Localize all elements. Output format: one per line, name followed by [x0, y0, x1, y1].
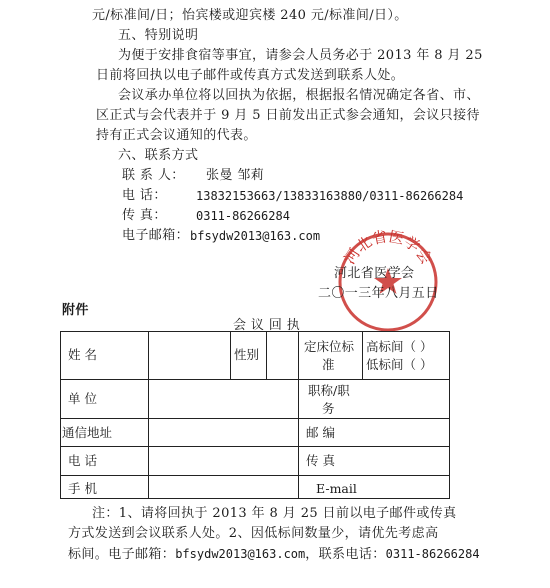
row-divider	[60, 446, 450, 447]
note-phone: 0311-86266284	[385, 547, 480, 561]
name-field[interactable]	[160, 347, 220, 363]
col-divider	[266, 331, 267, 379]
section5-p2-line3: 持有正式会议通知的代表。	[96, 128, 257, 143]
row-divider	[60, 418, 450, 419]
note-line1: 注：1、请将回执于 2013 年 8 月 25 日前以电子邮件或传真	[92, 506, 457, 521]
note-line3-prefix: 标间。电子邮箱：	[68, 547, 176, 562]
section5-p1-line2: 日前将回执以电子邮件或传真方式发送到联系人处。	[96, 68, 405, 83]
email-value: bfsydw2013@163.com	[190, 229, 321, 243]
receipt-title: 会 议 回 执	[233, 318, 301, 333]
bed-standard-line2: 准	[322, 357, 335, 372]
address-label: 通信地址	[62, 425, 113, 440]
fax-label: 传 真：	[122, 208, 167, 223]
contact-value: 张曼 邹莉	[206, 168, 265, 183]
unit-field[interactable]	[160, 391, 290, 407]
unit-label: 单 位	[68, 391, 97, 406]
postcode-field[interactable]	[366, 425, 442, 441]
col-divider	[230, 331, 231, 379]
gender-field[interactable]	[272, 347, 294, 363]
section5-p2-line1: 会议承办单位将以回执为依据，根据报名情况确定各省、市、	[118, 88, 480, 103]
section5-p2-line2: 区正式与会代表并于 9 月 5 日前发出正式参会通知，会议只接待	[96, 108, 480, 123]
signature-date: 二〇一三年八月五日	[318, 286, 439, 301]
phone-value: 13832153663/13833163880/0311-86266284	[196, 189, 464, 203]
email-label: 电子邮箱：	[122, 228, 190, 243]
phone-row-label: 电 话	[68, 453, 97, 468]
mobile-field[interactable]	[160, 481, 290, 497]
fax-field[interactable]	[366, 453, 442, 469]
signature-org: 河北省医学会	[334, 266, 415, 281]
row-divider	[60, 379, 450, 380]
mobile-label: 手 机	[68, 481, 97, 496]
section5-p1-line1: 为便于安排食宿等事宜，请参会人员务必于 2013 年 8 月 25	[118, 48, 483, 63]
gender-label: 性别	[234, 347, 260, 362]
note-line2: 方式发送到会议联系人处。2、因低标间数量少，请优先考虑高	[68, 526, 439, 541]
note-line3	[68, 546, 480, 563]
postcode-label: 邮 编	[306, 425, 335, 440]
row-divider	[60, 475, 450, 476]
low-room-option[interactable]: 低标间（ ）	[366, 357, 433, 372]
address-field[interactable]	[160, 425, 290, 441]
bed-standard-line1: 定床位标	[304, 339, 355, 354]
fee-line: 元/标准间/日；怡宾楼或迎宾楼 240 元/标准间/日）。	[92, 8, 408, 23]
note-line3-mid: ，联系电话：	[305, 547, 386, 562]
job-title-line1: 职称/职	[308, 383, 350, 398]
receipt-table	[60, 331, 450, 499]
section5-heading: 五、特别说明	[118, 28, 199, 43]
section6-heading: 六、联系方式	[118, 148, 199, 163]
job-title-line2: 务	[322, 401, 335, 416]
note-email: bfsydw2013@163.com	[175, 547, 306, 561]
name-label: 姓 名	[68, 347, 97, 362]
col-divider	[148, 331, 149, 499]
contact-label: 联 系 人：	[122, 168, 185, 183]
fax-value: 0311-86266284	[196, 209, 290, 223]
phone-field[interactable]	[160, 453, 290, 469]
attachment-label: 附件	[62, 303, 89, 318]
phone-label: 电 话：	[122, 188, 167, 203]
col-divider	[362, 331, 363, 379]
email-field[interactable]	[366, 481, 442, 497]
col-divider	[298, 331, 299, 499]
official-seal-icon	[334, 228, 442, 336]
seal-text: 河北省医学会	[340, 228, 436, 268]
high-room-option[interactable]: 高标间（ ）	[366, 339, 433, 354]
job-title-field[interactable]	[366, 391, 442, 407]
fax-row-label: 传 真	[306, 453, 335, 468]
email-row-label: E-mail	[316, 481, 357, 496]
